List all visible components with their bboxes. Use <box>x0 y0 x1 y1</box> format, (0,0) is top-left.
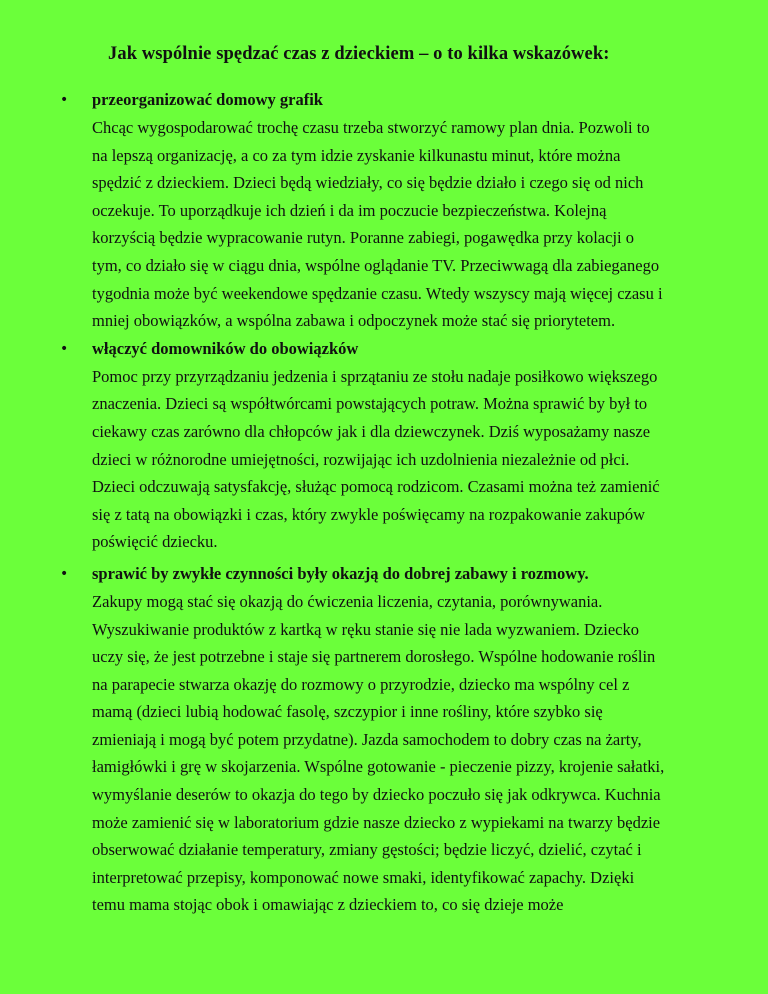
paragraph-line: Wyszukiwanie produktów z kartką w ręku stanie się nie lada wyzwaniem. Dziecko <box>92 619 639 639</box>
paragraph-line: oczekuje. To uporządkuje ich dzień i da im poczucie bezpieczeństwa. Kolejną <box>92 200 607 220</box>
paragraph-line: dzieci w różnorodne umiejętności, rozwijając ich uzdolnienia niezależnie od płci. <box>92 449 630 469</box>
list-item-czynnosci <box>60 560 708 919</box>
paragraph-line: się z tatą na obowiązki i czas, który zwykle poświęcamy na rozpakowanie zakupów <box>92 504 645 524</box>
paragraph-line: mniej obowiązków, a wspólna zabawa i odpoczynek może stać się priorytetem. <box>92 311 616 331</box>
section-heading: przeorganizować domowy grafik <box>92 90 323 109</box>
paragraph-line: może zamienić się w laboratorium gdzie nasze dziecko z wypiekami na twarzy będzie <box>92 812 661 832</box>
section-heading: sprawić by zwykłe czynności były okazją do dobrej zabawy i rozmowy. <box>92 563 589 583</box>
paragraph-line: poświęcić dziecku. <box>92 532 218 552</box>
paragraph-line: na parapecie stwarza okazję do rozmowy o przyrodzie, dziecko ma wspólny cel z <box>92 674 630 694</box>
paragraph-line: łamigłówki i grę w skojarzenia. Wspólne gotowanie - pieczenie pizzy, krojenie sałatki, <box>92 757 665 777</box>
paragraph-line: znaczenia. Dzieci są współtwórcami powstających potraw. Można sprawić by był to <box>92 394 648 414</box>
paragraph-line: uczy się, że jest potrzebne i staje się partnerem dorosłego. Wspólne hodowanie roślin <box>92 647 656 667</box>
list-item-obowiazki <box>60 335 708 556</box>
paragraph-line: Zakupy mogą stać się okazją do ćwiczenia liczenia, czytania, porównywania. <box>92 591 603 611</box>
paragraph-line: tygodnia może być weekendowe spędzanie czasu. Wtedy wszyscy mają więcej czasu i <box>92 283 663 303</box>
section-paragraph <box>92 588 708 919</box>
paragraph-line: obserwować działanie temperatury, zmiany gęstości; będzie liczyć, dzielić, czytać i <box>92 840 642 860</box>
paragraph-line: temu mama stojąc obok i omawiając z dzieckiem to, co się dzieje może <box>92 895 564 915</box>
bullet-icon: • <box>60 340 69 357</box>
section-heading: włączyć domowników do obowiązków <box>92 338 359 358</box>
paragraph-line: Chcąc wygospodarować trochę czasu trzeba stworzyć ramowy plan dnia. Pozwoli to <box>92 118 650 137</box>
list-item-grafik <box>60 86 708 335</box>
section-paragraph <box>92 363 708 556</box>
bullet-icon: • <box>60 565 69 582</box>
paragraph-line: Dzieci odczuwają satysfakcję, służąc pomocą rodzicom. Czasami można też zamienić <box>92 477 660 497</box>
bullet-icon: • <box>60 92 69 108</box>
paragraph-line: Pomoc przy przyrządzaniu jedzenia i sprzątaniu ze stołu nadaje posiłkowo większego <box>92 366 658 386</box>
section-paragraph <box>92 114 708 335</box>
paragraph-line: interpretować przepisy, komponować nowe smaki, identyfikować zapachy. Dzięki <box>92 867 635 887</box>
paragraph-line: spędzić z dzieckiem. Dzieci będą wiedziały, co się będzie działo i czego się od nich <box>92 173 644 193</box>
paragraph-line: zmieniają i mogą być potem przydatne). Jazda samochodem to dobry czas na żarty, <box>92 729 642 749</box>
paragraph-line: na lepszą organizację, a co za tym idzie zyskanie kilkunastu minut, które można <box>92 145 621 165</box>
paragraph-line: wymyślanie deserów to okazja do tego by dziecko poczuło się jak odkrywca. Kuchnia <box>92 785 661 805</box>
paragraph-line: tym, co działo się w ciągu dnia, wspólne oglądanie TV. Przeciwwagą dla zabieganego <box>92 255 660 275</box>
paragraph-line: mamą (dzieci lubią hodować fasolę, szczypior i inne rośliny, które szybko się <box>92 702 603 722</box>
paragraph-line: ciekawy czas zarówno dla chłopców jak i dla dziewczynek. Dziś wyposażamy nasze <box>92 421 651 441</box>
document-title: Jak wspólnie spędzać czas z dzieckiem – o to kilka wskazówek: <box>108 44 610 64</box>
paragraph-line: korzyścią będzie wypracowanie rutyn. Poranne zabiegi, pogawędka przy kolacji o <box>92 228 634 248</box>
